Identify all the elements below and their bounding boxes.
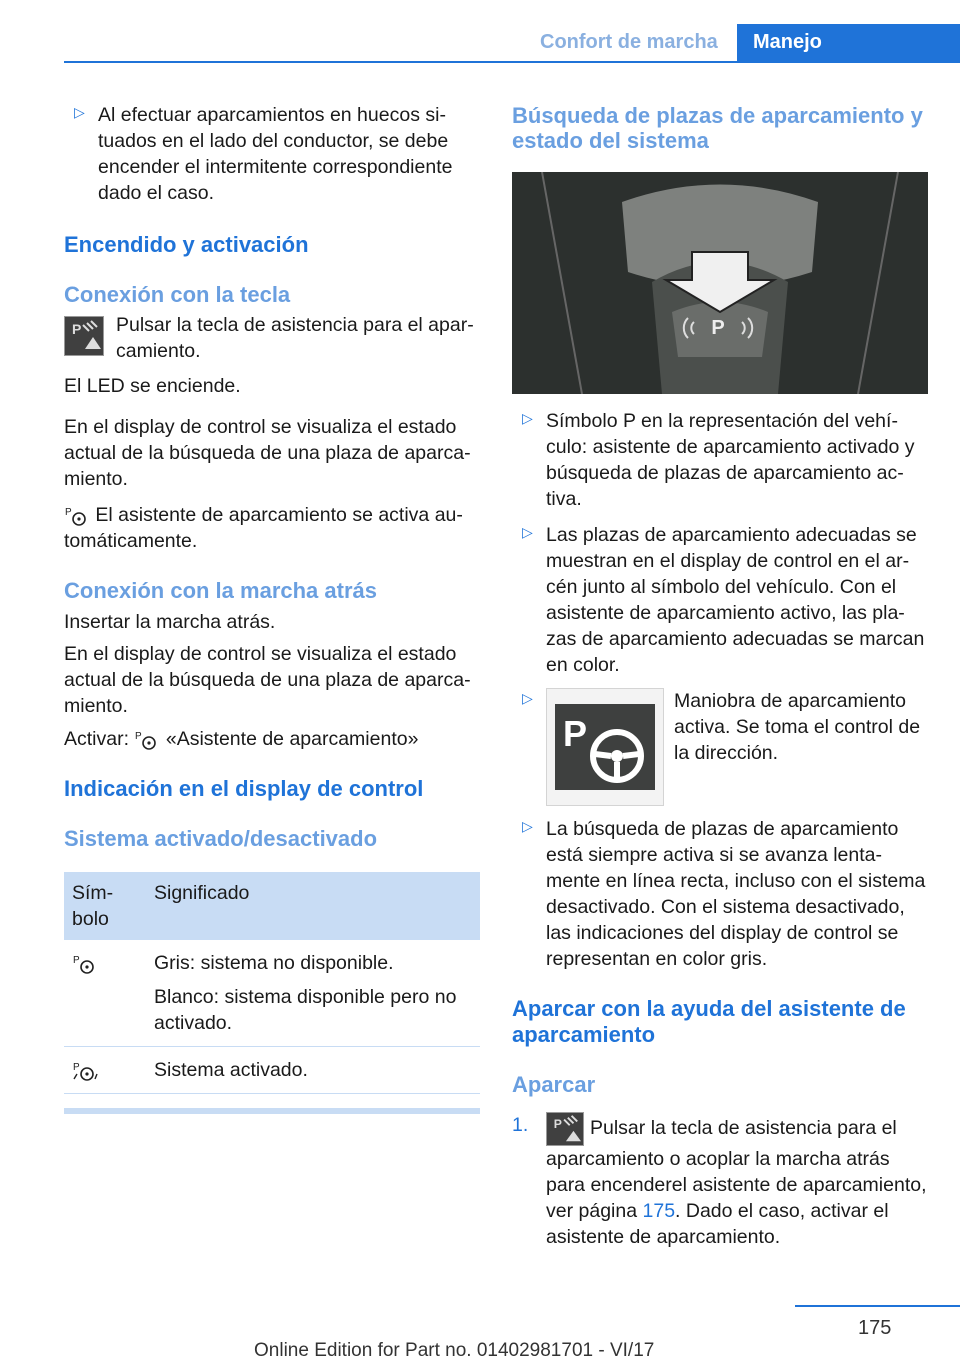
- edition-footer: Online Edition for Part no. 01402981701 - VI/17: [254, 1340, 655, 1361]
- display-text-2: En el display de control se visualiza el estado actual de la búsqueda de una plaza de aparcamiento.: [64, 643, 471, 717]
- parking-display-photo: [512, 172, 928, 394]
- park-steering-icon: [64, 505, 90, 527]
- list-item: [512, 522, 928, 678]
- bullet-triangle-icon: ▷: [522, 524, 533, 540]
- table-cell-symbol: [64, 940, 146, 1047]
- heading-busqueda: Búsqueda de plazas de aparcamiento y estado del sistema: [512, 103, 923, 153]
- svg-text:P: P: [73, 1061, 80, 1073]
- heading-sistema: Sistema activado/desactivado: [64, 826, 378, 851]
- right-column: [512, 100, 928, 1250]
- list-item-text: Símbolo P en la representación del vehículo: asistente de aparcamiento activado y búsqueda de plazas de aparcamiento activa.: [546, 410, 915, 510]
- parking-maneuver-icon: [546, 688, 664, 806]
- photo-p-label: P: [711, 317, 725, 339]
- display-text: En el display de control se visualiza el estado actual de la búsqueda de una plaza de aparcamiento.: [64, 416, 471, 490]
- intro-bullet: [64, 102, 480, 206]
- footer-rule: [795, 1305, 960, 1307]
- auto-activation-label: El asistente de aparcamiento se activa automáticamente.: [64, 504, 463, 552]
- list-item: [512, 688, 928, 806]
- activar-label: Activar:: [64, 728, 130, 750]
- heading-encendido: Encendido y activación: [64, 232, 309, 257]
- list-item-text: Maniobra de aparcamiento activa. Se toma el control de la dirección.: [674, 690, 921, 764]
- step-1-post: . Dado el caso, activar el asistente de aparcamiento.: [546, 1200, 889, 1248]
- header-chapter: Manejo: [737, 24, 960, 61]
- header-section: Confort de marcha: [540, 31, 718, 53]
- heading-indicacion: Indicación en el display de control: [64, 776, 424, 801]
- park-steering-icon: [134, 729, 160, 751]
- park-steering-active-icon: [72, 1060, 98, 1082]
- left-column: [64, 100, 480, 1114]
- table-header-row: [64, 872, 480, 940]
- step-1-text: [546, 1112, 928, 1250]
- list-item-text: Las plazas de aparcamiento adecuadas se muestran en el display de control en el arcén junto al símbolo del vehículo. Con el asistente de aparcamiento activo, las plazas de aparcamiento adecuadas se marcan en color.: [546, 524, 925, 676]
- step-1-pre: Pulsar la tecla de asistencia para el aparcamiento o acoplar la marcha atrás para encenderel asistente de aparcamiento, ver página: [546, 1117, 927, 1222]
- table-row: [64, 1047, 480, 1094]
- heading-aparcar-ayuda: Aparcar con la ayuda del asistente de aparcamiento: [512, 996, 906, 1047]
- table-row: [64, 940, 480, 1047]
- row1-white: Blanco: sistema disponible pero no activado.: [154, 986, 457, 1034]
- list-item: [512, 408, 928, 512]
- page-number: 175: [858, 1317, 892, 1339]
- header-rule: [64, 61, 960, 63]
- activar-line: [64, 726, 480, 752]
- bullet-triangle-icon: ▷: [522, 818, 533, 834]
- activar-value: «Asistente de aparcamiento»: [165, 728, 419, 750]
- table-header-meaning: Significado: [146, 872, 480, 940]
- park-assist-key-icon: [546, 1112, 584, 1146]
- svg-text:P: P: [65, 506, 72, 518]
- park-steering-icon: [72, 953, 98, 975]
- symbol-table: [64, 872, 480, 1094]
- table-cell-meaning: [146, 940, 480, 1047]
- svg-text:P: P: [563, 713, 588, 754]
- auto-activation-text: [64, 502, 480, 554]
- svg-text:P: P: [73, 954, 80, 966]
- tecla-text: Pulsar la tecla de asistencia para el aparcamiento.: [116, 314, 474, 362]
- table-cell-symbol: [64, 1047, 146, 1094]
- svg-text:P: P: [135, 730, 143, 742]
- heading-tecla: Conexión con la tecla: [64, 282, 291, 307]
- led-text: El LED se enciende.: [64, 375, 241, 397]
- step-1: [512, 1112, 928, 1250]
- bullet-triangle-icon: ▷: [522, 410, 533, 426]
- table-cell-meaning: Sistema activado.: [146, 1047, 480, 1094]
- bullet-triangle-icon: ▷: [522, 690, 533, 706]
- svg-text:P: P: [72, 321, 82, 337]
- heading-aparcar: Aparcar: [512, 1072, 596, 1097]
- table-header-symbol: Símbolo: [64, 872, 146, 940]
- page-link[interactable]: 175: [642, 1200, 676, 1222]
- list-item-text: La búsqueda de plazas de aparcamiento está siempre activa si se avanza lentamente en línea recta, incluso con el sistema desactivado. Con el sistema desactivado, las indicaciones del display de control se representan en color gris.: [546, 818, 926, 970]
- table-end-rule: [64, 1108, 480, 1114]
- list-item: [512, 816, 928, 972]
- bullet-triangle-icon: ▷: [74, 104, 85, 120]
- intro-bullet-text: Al efectuar aparcamientos en huecos situados en el lado del conductor, se debe encender el intermitente correspondiente dado el caso.: [98, 104, 453, 204]
- row1-gray: Gris: sistema no disponible.: [154, 952, 394, 974]
- insert-text: Insertar la marcha atrás.: [64, 611, 276, 633]
- step-number: 1.: [512, 1114, 529, 1136]
- parking-display-illustration: [512, 172, 928, 394]
- tecla-block: [64, 312, 480, 364]
- svg-text:P: P: [553, 1117, 562, 1132]
- park-assist-key-icon: [64, 316, 104, 356]
- heading-marcha: Conexión con la marcha atrás: [64, 578, 377, 603]
